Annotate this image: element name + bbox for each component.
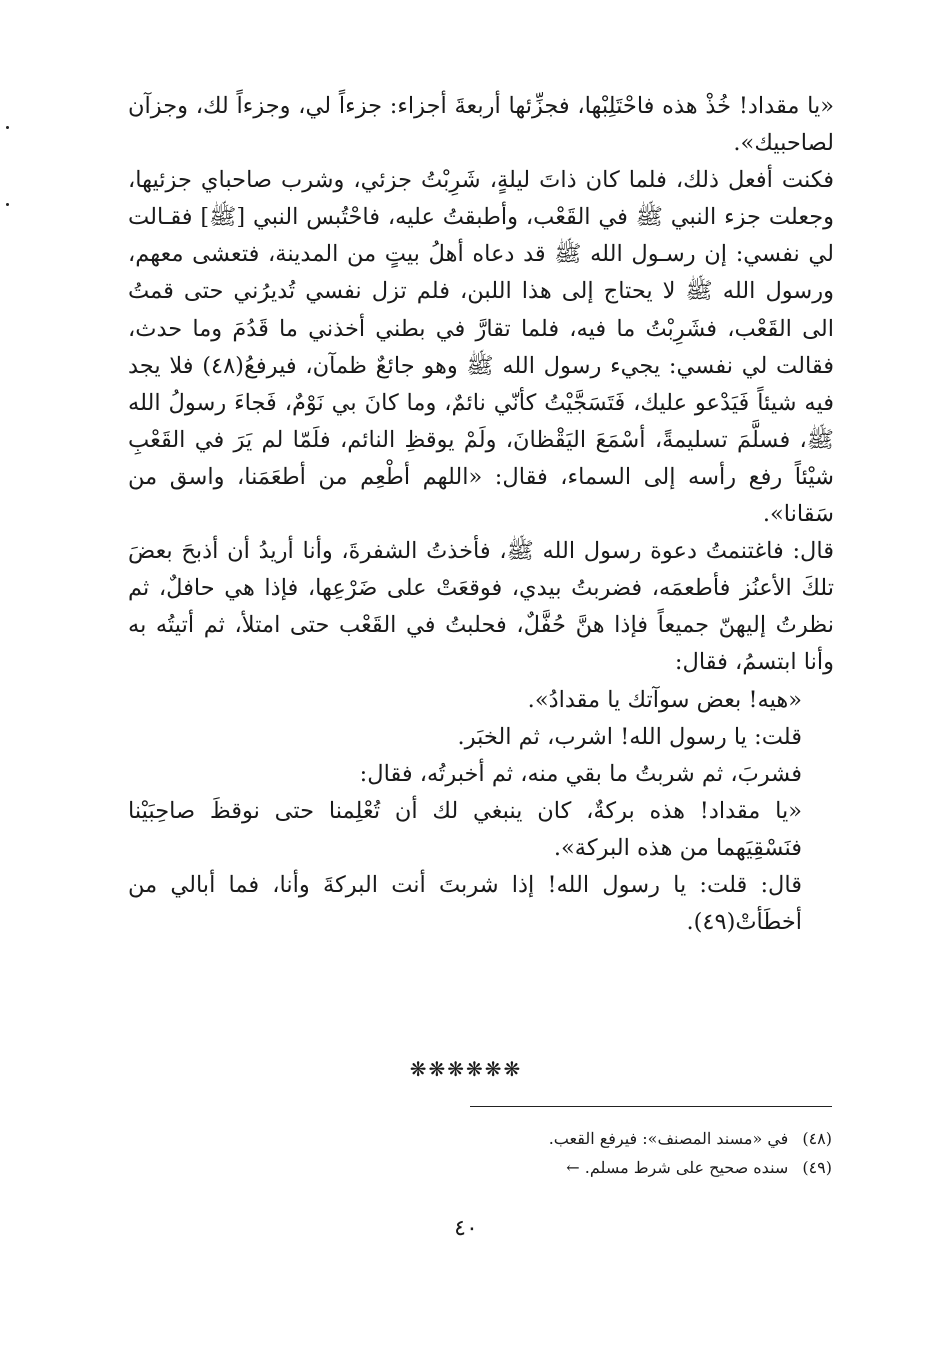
footnote-48 [300, 1124, 832, 1153]
scan-speck [6, 203, 9, 206]
main-text [128, 88, 834, 941]
paragraph-3: قال: فاغتنمتُ دعوة رسول الله ﷺ، فأخذتُ الشفرةَ، وأنا أريدُ أن أذبحَ بعضَ تلكَ الأعنُز فأطعمَه، فضربتُ بيدي، فوقعَتْ على ضَرْعِها، فإذا هي حافلٌ، ثم نظرتُ إليهنّ جميعاً فإذا هنَّ حُفَّلٌ، فحلبتُ في القَعْب حتى امتلأ، ثم أتيتُه به وأنا ابتسمُ، فقال: [128, 538, 834, 676]
paragraph-2: فكنت أفعل ذلك، فلما كان ذاتَ ليلةٍ، شَرِبْتُ جزئي، وشرب صاحباي جزئيها، وجعلت جزء النبي ﷺ في القَعْب، وأطبقتُ عليه، فاحْتُبس النبي [ﷺ] فقـالت لي نفسي: إن رسـول الله ﷺ قد دعاه أهلُ بيتٍ من المدينة، فتعشى معهم، ورسول الله ﷺ لا يحتاج إلى هذا اللبن، فلم تزل نفسي تُديرُني حتى قمتُ الى القَعْب، فشَرِبْتُ ما فيه، فلما تقارَّ في بطني أخذني ما قَدُمَ وما حدث، فقالت لي نفسي: يجيء رسول الله ﷺ وهو جائعٌ ظمآن، فيرفعُ(٤٨) فلا يجد فيه شيئاً فَيَدْعو عليك، فَتَسَجَّيْتُ كأنّي نائمٌ، وما كانَ بي نَوْمٌ، فَجاءَ رسولُ الله ﷺ، فسلَّمَ تسليمةً، أسْمَعَ اليَقْظانَ، ولَمْ يوقظِ النائم، فلَمّا لم يَرَ في القَعْبِ شيْئاً رفع رأسه إلى السماء، فقال: «اللهم أطْعِم من أطعَمَنا، واسق من سَقانا». [128, 167, 834, 528]
paragraph-1: «يا مقداد! خُذْ هذه فاحْتَلِبْها، فجزِّئها أربعةَ أجزاء: جزءاً لي، وجزءاً لك، وجزآن لصاحبيك». [128, 93, 834, 157]
page-number: ٤٠ [454, 1216, 478, 1241]
footnote-text: سنده صحيح على شرط مسلم. ← [566, 1158, 789, 1177]
footnote-text: في «مسند المصنف»: فيرفع القعب. [548, 1129, 789, 1148]
section-separator: ❋❋❋❋❋❋ [409, 1057, 523, 1081]
paragraph-5: قلت: يا رسول الله! اشرب، ثم الخبَر. [457, 723, 802, 750]
paragraph-4: «هيه! بعض سوآتك يا مقدادُ». [527, 686, 802, 713]
scan-speck [6, 126, 9, 129]
footnote-number: (٤٩) [802, 1158, 832, 1177]
paragraph-7: «يا مقداد! هذه بركةٌ، كان ينبغي لك أن تُعْلِمنا حتى نوقظَ صاحِبَيْنا فنَسْقِيَهما من هذه البركة». [128, 797, 802, 861]
footnotes [300, 1124, 832, 1182]
footnote-49 [300, 1153, 832, 1182]
paragraph-6: فشربَ، ثم شربتُ ما بقي منه، ثم أخبرتُه، فقال: [359, 760, 802, 787]
footnote-divider [470, 1106, 832, 1107]
footnote-number: (٤٨) [802, 1129, 832, 1148]
paragraph-8: قال: قلت: يا رسول الله! إذا شربتَ أنت البركةَ وأنا، فما أبالي من أخطَأتْ(٤٩). [128, 871, 802, 936]
